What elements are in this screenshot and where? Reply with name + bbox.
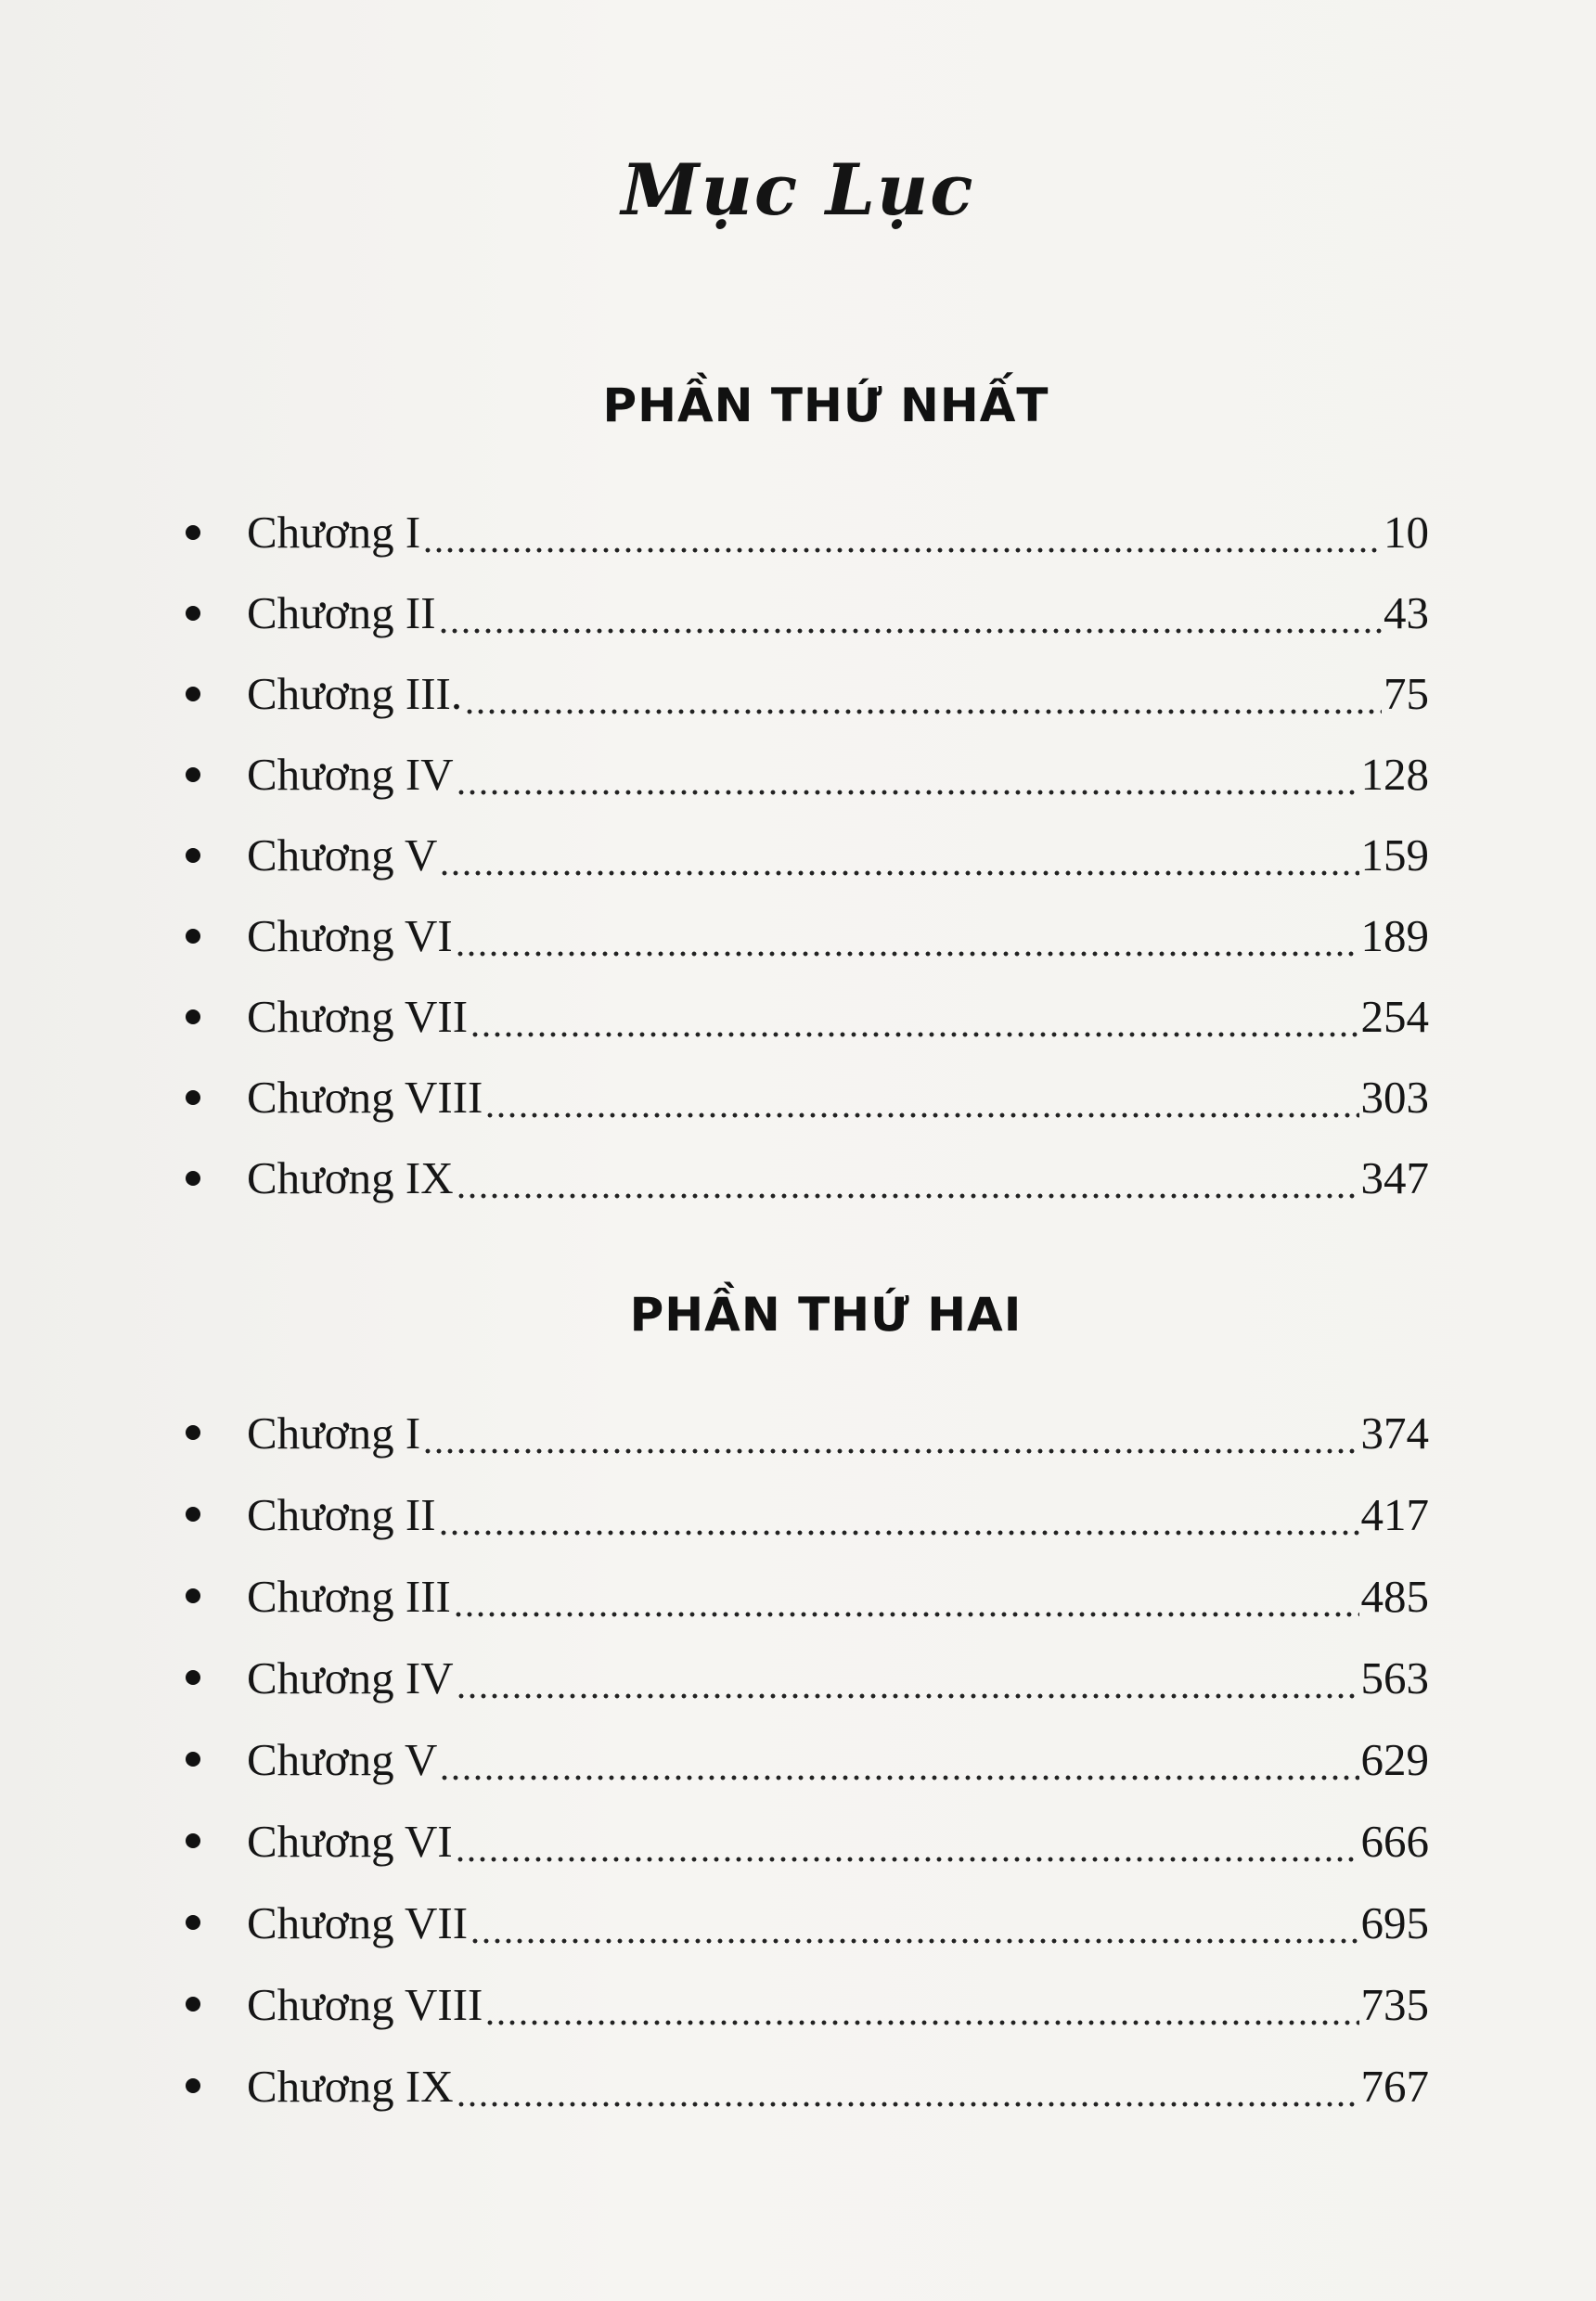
- chapter-label: Chương VII: [247, 1896, 469, 1948]
- dot-leader: [456, 1155, 1359, 1201]
- page-number: 417: [1360, 1488, 1429, 1540]
- bullet-icon: [186, 848, 200, 863]
- dot-leader: [456, 2063, 1359, 2109]
- bullet-icon: [186, 1090, 200, 1105]
- page-number: 374: [1360, 1407, 1429, 1459]
- chapter-label: Chương VI: [247, 910, 453, 961]
- toc-entry: [186, 492, 1429, 572]
- dot-leader: [439, 1737, 1358, 1782]
- dot-leader: [470, 1900, 1358, 1946]
- dot-leader: [456, 752, 1359, 797]
- page-number: 563: [1360, 1652, 1429, 1703]
- part-2-heading: PHẦN THỨ HAI: [629, 1288, 1023, 1342]
- chapter-label: Chương IV: [247, 1652, 454, 1703]
- dot-leader: [484, 1074, 1358, 1120]
- toc-entry: [186, 734, 1429, 815]
- toc-entry: [186, 1882, 1429, 1963]
- toc-entry: [186, 895, 1429, 976]
- dot-leader: [438, 590, 1382, 636]
- bullet-icon: [186, 767, 200, 782]
- toc-entry: [186, 1138, 1429, 1218]
- chapter-label: Chương VI: [247, 1815, 453, 1867]
- bullet-icon: [186, 525, 200, 540]
- bullet-icon: [186, 1670, 200, 1685]
- chapter-label: Chương VIII: [247, 1072, 483, 1123]
- chapter-label: Chương VII: [247, 991, 469, 1042]
- bullet-icon: [186, 929, 200, 944]
- bullet-icon: [186, 1009, 200, 1024]
- dot-leader: [422, 509, 1382, 555]
- chapter-label: Chương VIII: [247, 1978, 483, 2030]
- chapter-label: Chương V: [247, 829, 438, 881]
- chapter-label: Chương III: [247, 1570, 451, 1622]
- bullet-icon: [186, 1507, 200, 1522]
- chapter-label: Chương IV: [247, 749, 454, 800]
- chapter-label: Chương II: [247, 587, 436, 638]
- page-number: 128: [1360, 749, 1429, 800]
- toc-entry: [186, 572, 1429, 653]
- dot-leader: [455, 1819, 1359, 1864]
- page-number: 10: [1384, 507, 1429, 558]
- dot-leader: [464, 671, 1382, 716]
- bullet-icon: [186, 1752, 200, 1767]
- page-title: Mục Lục: [621, 148, 975, 231]
- chapter-label: Chương V: [247, 1733, 438, 1785]
- dot-leader: [439, 832, 1358, 878]
- bullet-icon: [186, 1833, 200, 1848]
- toc-entry: [186, 1637, 1429, 1718]
- page-number: 666: [1360, 1815, 1429, 1867]
- toc-entry: [186, 1718, 1429, 1800]
- dot-leader: [456, 1655, 1359, 1701]
- bullet-icon: [186, 1915, 200, 1930]
- chapter-label: Chương IX: [247, 2060, 454, 2112]
- toc-entry: [186, 1800, 1429, 1882]
- toc-entry: [186, 1963, 1429, 2045]
- page-number: 43: [1384, 587, 1429, 638]
- toc-entry: [186, 653, 1429, 734]
- bullet-icon: [186, 1588, 200, 1603]
- toc-entry: [186, 815, 1429, 895]
- bullet-icon: [186, 1171, 200, 1186]
- page-number: 347: [1360, 1152, 1429, 1203]
- dot-leader: [453, 1574, 1359, 1619]
- toc-entry: [186, 1392, 1429, 1473]
- toc-entry: [186, 1057, 1429, 1138]
- page-number: 629: [1360, 1733, 1429, 1785]
- toc-entry: [186, 1555, 1429, 1637]
- chapter-label: Chương III.: [247, 668, 463, 719]
- dot-leader: [484, 1982, 1358, 2027]
- part-1-heading: PHẦN THỨ NHẤT: [602, 379, 1049, 432]
- toc-entry: [186, 1473, 1429, 1555]
- dot-leader: [438, 1492, 1359, 1537]
- bullet-icon: [186, 606, 200, 621]
- chapter-label: Chương IX: [247, 1152, 454, 1203]
- page-number: 159: [1360, 829, 1429, 881]
- page-number: 75: [1384, 668, 1429, 719]
- page-number: 254: [1360, 991, 1429, 1042]
- bullet-icon: [186, 687, 200, 701]
- toc-entry: [186, 976, 1429, 1057]
- page-number: 189: [1360, 910, 1429, 961]
- page-number: 767: [1360, 2060, 1429, 2112]
- page-number: 695: [1360, 1896, 1429, 1948]
- chapter-label: Chương II: [247, 1488, 436, 1540]
- dot-leader: [455, 913, 1359, 958]
- dot-leader: [422, 1410, 1358, 1456]
- toc-entry: [186, 2045, 1429, 2127]
- page-number: 485: [1360, 1570, 1429, 1622]
- dot-leader: [470, 994, 1358, 1039]
- part-2-toc-list: [186, 1392, 1429, 2127]
- chapter-label: Chương I: [247, 507, 421, 558]
- part-1-toc-list: [186, 492, 1429, 1218]
- bullet-icon: [186, 1425, 200, 1440]
- chapter-label: Chương I: [247, 1407, 421, 1459]
- page-number: 303: [1360, 1072, 1429, 1123]
- bullet-icon: [186, 2078, 200, 2093]
- bullet-icon: [186, 1997, 200, 2012]
- page-number: 735: [1360, 1978, 1429, 2030]
